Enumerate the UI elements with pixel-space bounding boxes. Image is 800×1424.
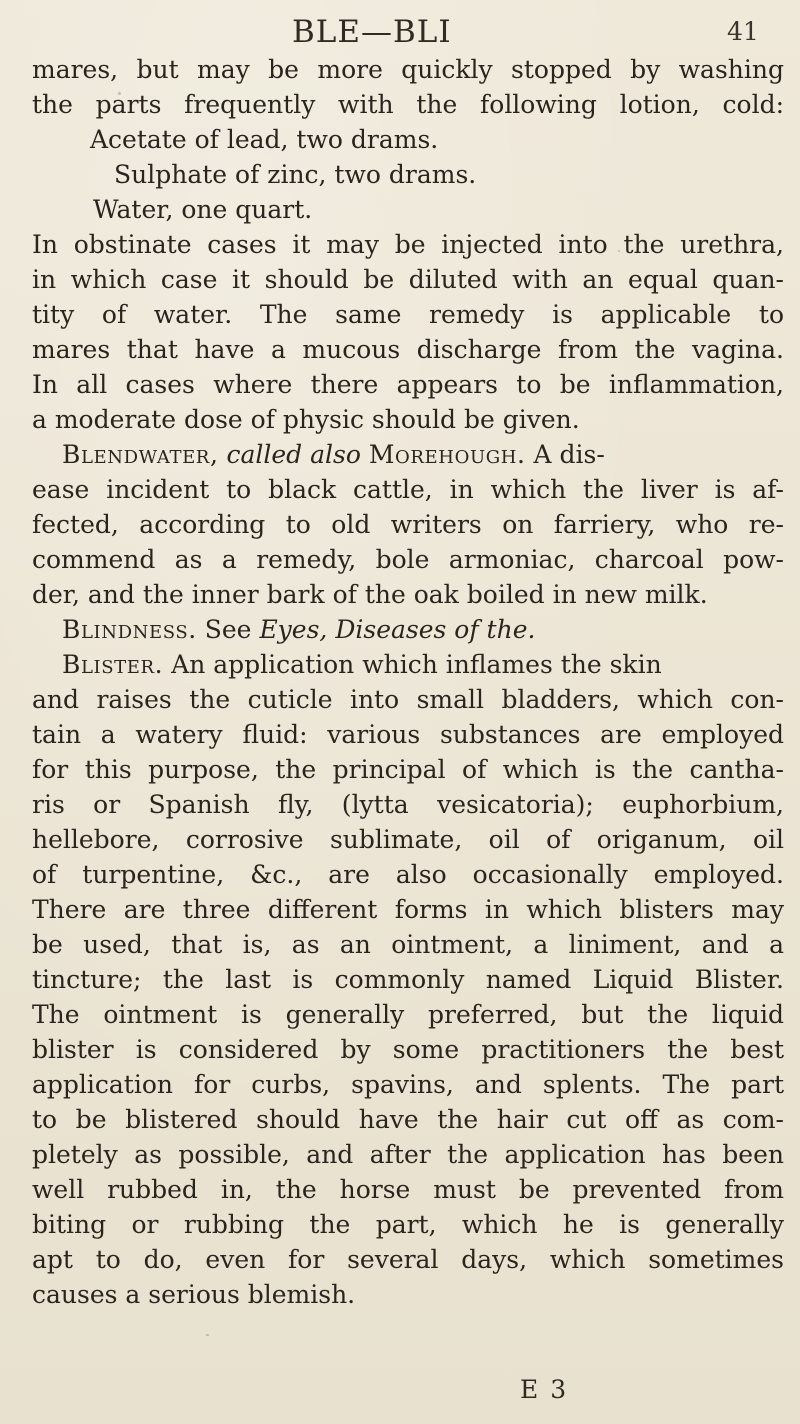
text-line: There are three different forms in which blisters may xyxy=(32,895,784,924)
text-line: commend as a remedy, bole armoniac, charcoal pow- xyxy=(32,545,784,574)
entry-blister xyxy=(32,647,784,682)
text-line: ris or Spanish fly, (lytta vesicatoria); euphorbium, xyxy=(32,790,784,819)
signature-mark: E 3 xyxy=(520,1375,569,1404)
entry-headword: Blendwater, xyxy=(62,440,219,469)
entry-rest: An application which inflames the skin xyxy=(163,650,662,679)
text-line: mares, but may be more quickly stopped by washing xyxy=(32,55,784,84)
text-line: tity of water. The same remedy is applicable to xyxy=(32,300,784,329)
text-line: biting or rubbing the part, which he is generally xyxy=(32,1210,784,1239)
text-line: tincture; the last is commonly named Liquid Blister. xyxy=(32,965,784,994)
entry-blendwater xyxy=(32,437,784,472)
recipe-line: Acetate of lead, two drams. xyxy=(90,125,439,154)
text-line: application for curbs, spavins, and splents. The part xyxy=(32,1070,784,1099)
entry-rest: A dis- xyxy=(525,440,605,469)
page-header xyxy=(0,12,800,52)
entry-text: See xyxy=(196,615,260,644)
paper-speck xyxy=(118,92,121,95)
text-line: to be blistered should have the hair cut off as com- xyxy=(32,1105,784,1134)
text-line: ease incident to black cattle, in which the liver is af- xyxy=(32,475,784,504)
paper-speck xyxy=(206,1334,209,1336)
text-line: In all cases where there appears to be inflammation, xyxy=(32,370,784,399)
text-line: mares that have a mucous discharge from the vagina. xyxy=(32,335,784,364)
text-line: well rubbed in, the horse must be prevented from xyxy=(32,1175,784,1204)
paper-speck xyxy=(734,1190,736,1193)
entry-reference: Eyes, Diseases of the. xyxy=(259,615,536,644)
text-line: hellebore, corrosive sublimate, oil of origanum, oil xyxy=(32,825,784,854)
text-line: the parts frequently with the following lotion, cold: xyxy=(32,90,784,119)
text-line: The ointment is generally preferred, but the liquid xyxy=(32,1000,784,1029)
text-line: causes a serious blemish. xyxy=(32,1280,356,1309)
text-line: and raises the cuticle into small bladders, which con- xyxy=(32,685,784,714)
text-line: tain a watery fluid: various substances are employed xyxy=(32,720,784,749)
text-line: in which case it should be diluted with an equal quan- xyxy=(32,265,784,294)
entry-blindness xyxy=(32,612,784,647)
recipe-line: Water, one quart. xyxy=(93,195,313,224)
text-line: In obstinate cases it may be injected into the urethra, xyxy=(32,230,784,259)
body-text xyxy=(32,52,784,1312)
text-line: for this purpose, the principal of which is the cantha- xyxy=(32,755,784,784)
entry-text: called also xyxy=(218,440,369,469)
text-line: apt to do, even for several days, which sometimes xyxy=(32,1245,784,1274)
paper-speck xyxy=(618,250,620,252)
text-line: fected, according to old writers on farriery, who re- xyxy=(32,510,784,539)
text-line: pletely as possible, and after the application has been xyxy=(32,1140,784,1169)
text-line: be used, that is, as an ointment, a liniment, and a xyxy=(32,930,784,959)
page-number: 41 xyxy=(727,17,759,46)
text-line: a moderate dose of physic should be given. xyxy=(32,405,580,434)
entry-headword: Blindness. xyxy=(62,615,197,644)
text-line: der, and the inner bark of the oak boiled in new milk. xyxy=(32,580,708,609)
text-line: of turpentine, &c., are also occasionally employed. xyxy=(32,860,784,889)
entry-headword: Blister. xyxy=(62,650,164,679)
running-head: BLE—BLI xyxy=(292,14,452,50)
text-line: blister is considered by some practitioners the best xyxy=(32,1035,784,1064)
entry-alt-name: Morehough. xyxy=(368,440,526,469)
recipe-line: Sulphate of zinc, two drams. xyxy=(114,160,477,189)
